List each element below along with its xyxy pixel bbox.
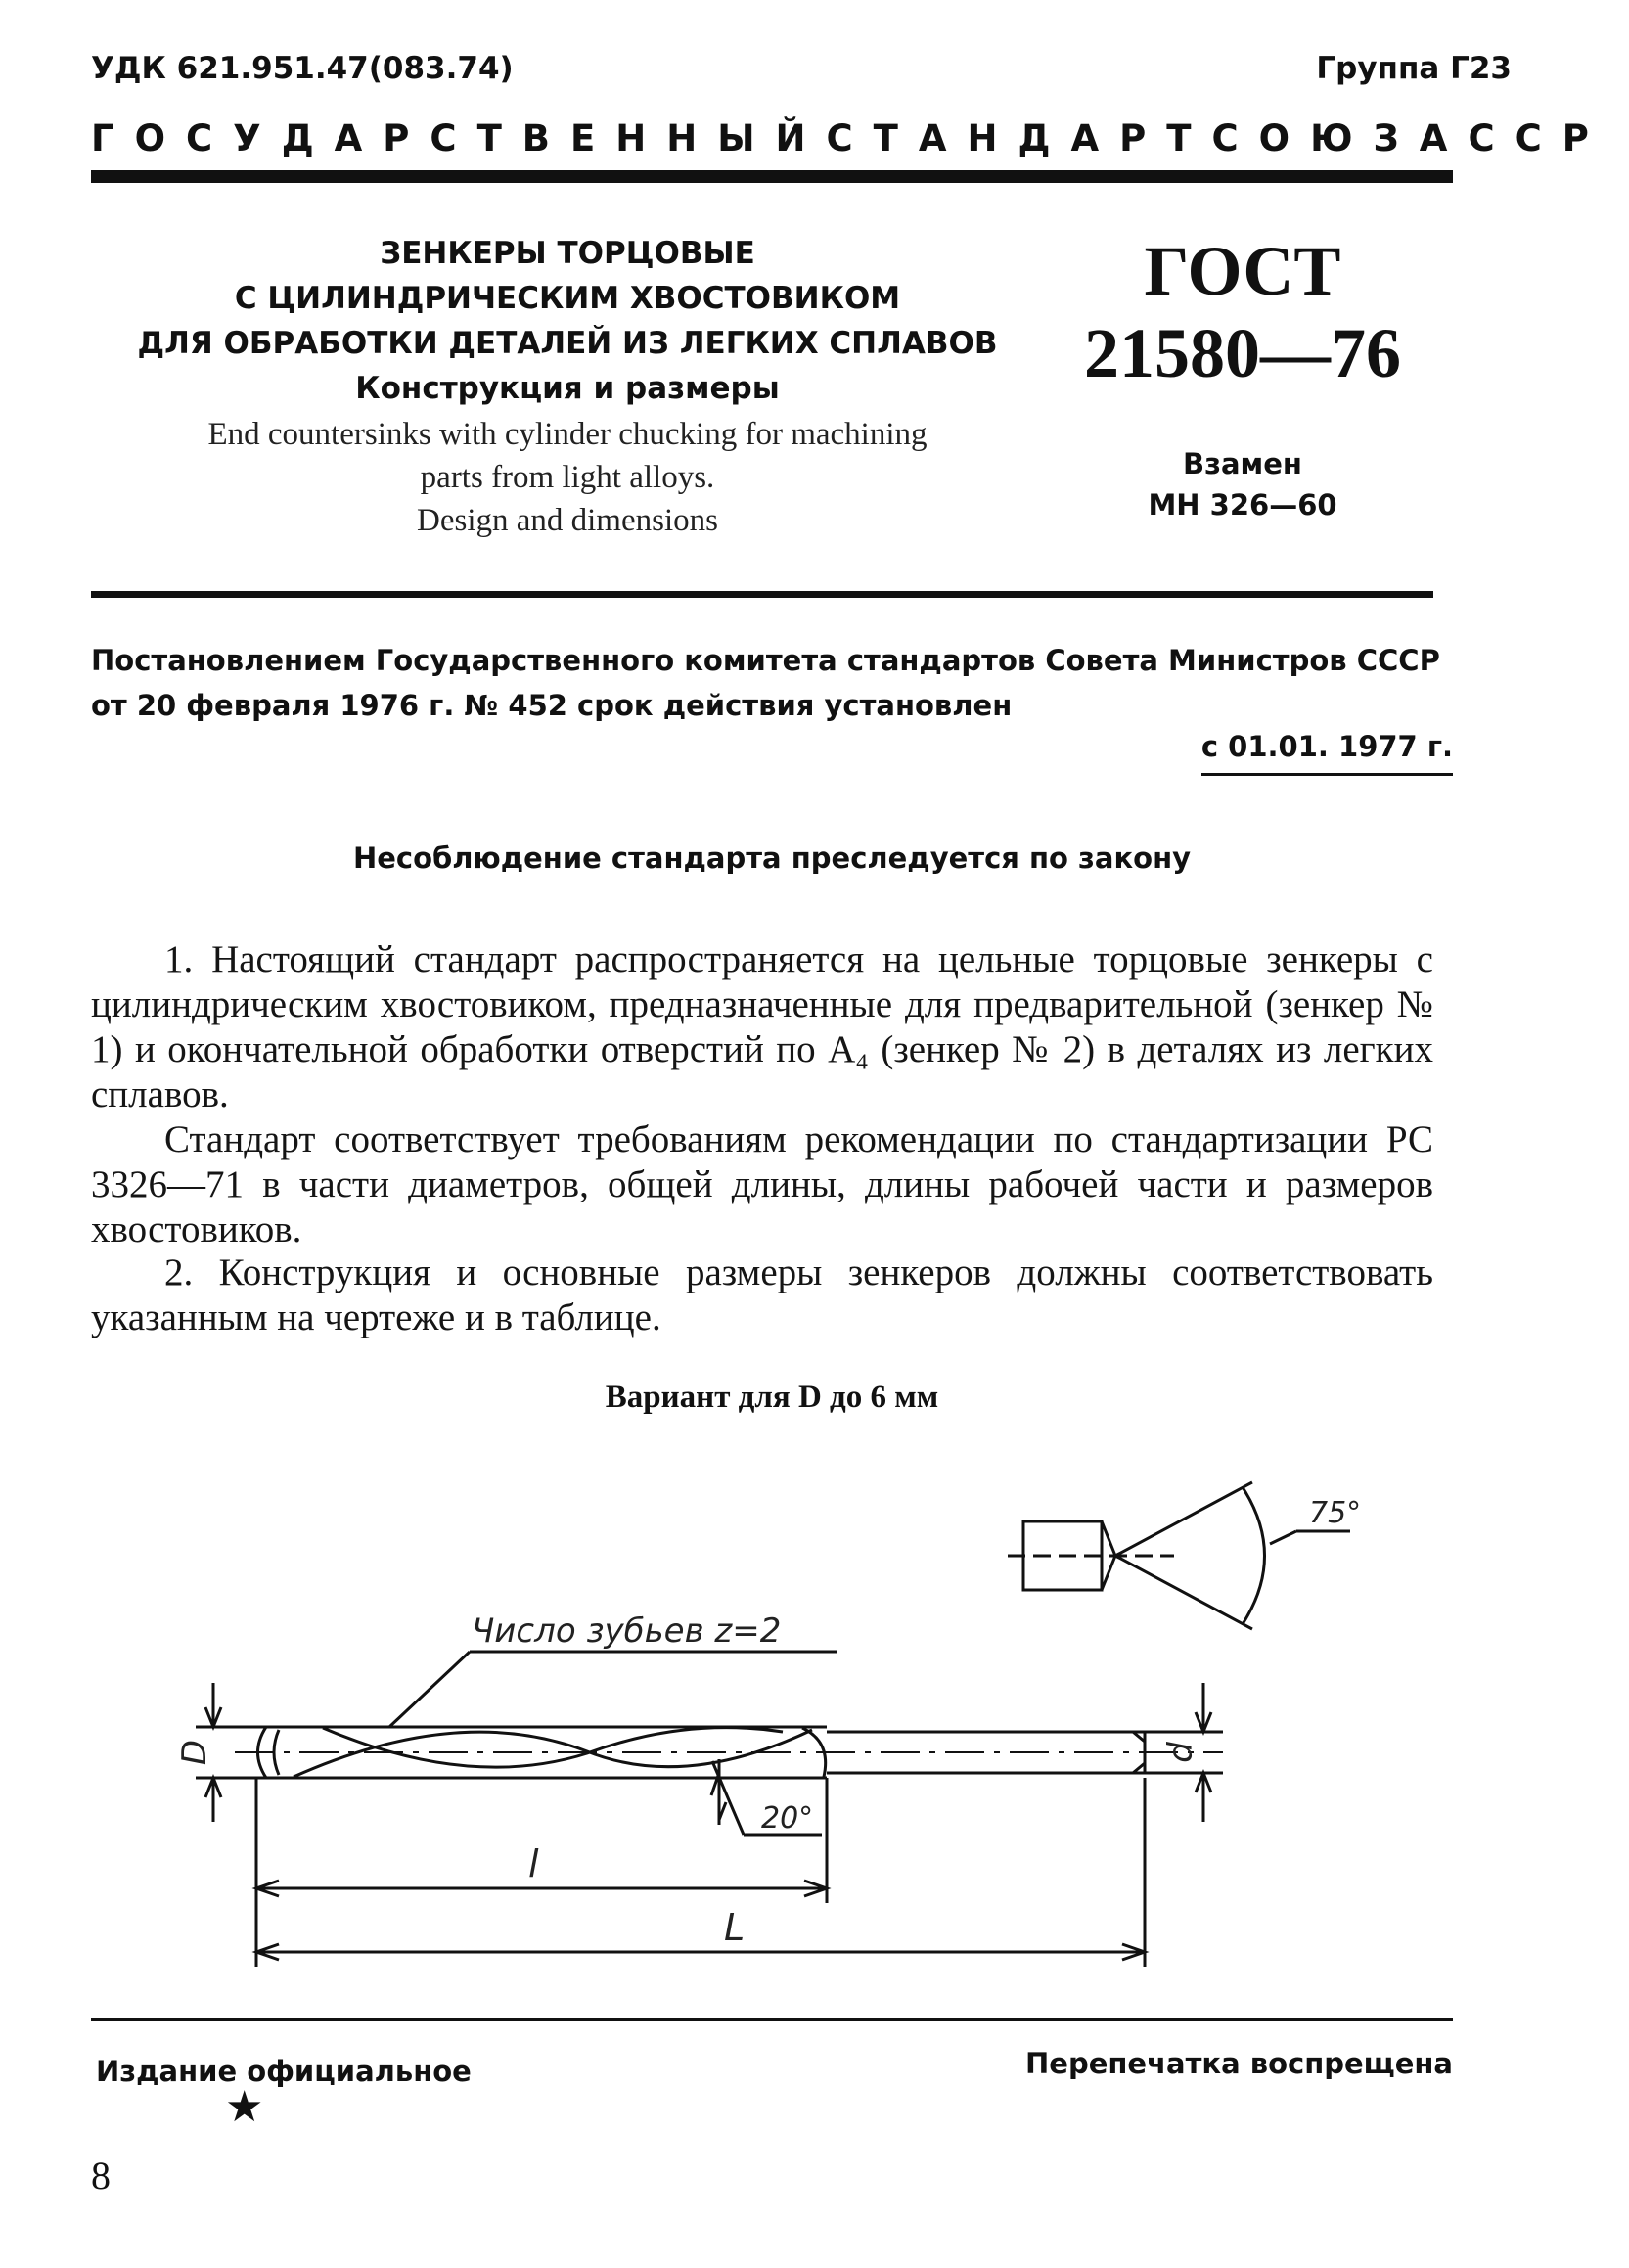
decree-text: Постановлением Государственного комитета стандартов Совета Министров СССР от 20 февраля 1976 г. № 452 срок действия установлен bbox=[91, 644, 1440, 722]
teeth-count-label: Число зубьев z=2 bbox=[472, 1611, 782, 1651]
tip-angle-label: 75° bbox=[1309, 1496, 1362, 1530]
diameter-D-label: D bbox=[175, 1739, 214, 1766]
end-view bbox=[1008, 1482, 1350, 1629]
bottom-rule bbox=[91, 2018, 1453, 2021]
diameter-d-label: d bbox=[1161, 1742, 1200, 1763]
replaces-label: Взамен bbox=[1183, 447, 1302, 480]
title-line: Design and dimensions bbox=[417, 503, 718, 538]
paragraph-text: Стандарт соответствует требованиям рекомендации по стандартизации РС 3326—71 в части диаметров, общей длины, длины рабочей части и размеров хвостовиков. bbox=[91, 1118, 1433, 1250]
title-line: ДЛЯ ОБРАБОТКИ ДЕТАЛЕЙ ИЗ ЛЕГКИХ СПЛАВОВ bbox=[137, 326, 998, 361]
heading-word: ССР bbox=[1468, 117, 1609, 159]
page-number: 8 bbox=[91, 2154, 111, 2198]
title-line: End countersinks with cylinder chucking for machining bbox=[207, 417, 928, 452]
paragraph-text: 2. Конструкция и основные размеры зенкеров должны соответствовать указанным на чертеже и в таблице. bbox=[91, 1251, 1433, 1338]
official-edition: Издание официальное bbox=[96, 2055, 472, 2088]
gost-number: 21580—76 bbox=[1084, 314, 1401, 392]
tip-angle-leader bbox=[1270, 1531, 1296, 1544]
teeth-leader-line bbox=[389, 1652, 470, 1727]
tool-tip-edge bbox=[274, 1730, 279, 1775]
heading-word: СТАНДАРТ bbox=[826, 117, 1212, 159]
tip-angle-arc bbox=[1243, 1487, 1265, 1624]
length-l-label: l bbox=[528, 1842, 539, 1885]
star-icon: ★ bbox=[225, 2082, 264, 2132]
helix-angle-ref bbox=[712, 1761, 744, 1835]
paragraph-text: 1. Настоящий стандарт распространяется на цельные торцовые зенкеры с цилиндрическим хвостовиком, предназначенные для предварительной (зенкер № 1) и окончательной обработки отверстий по A₄ (зенкер № 2) в деталях из легких сплавов. bbox=[91, 938, 1433, 1115]
subtitle-line: Конструкция и размеры bbox=[355, 371, 780, 406]
length-L-dimension bbox=[256, 1778, 1145, 1967]
helix-angle-label: 20° bbox=[761, 1801, 814, 1836]
reprint-prohibited: Перепечатка воспрещена bbox=[1025, 2047, 1453, 2080]
tool-body bbox=[235, 1727, 1223, 1778]
title-line: parts from light alloys. bbox=[420, 460, 715, 495]
heading-word: СОЮЗА bbox=[1211, 117, 1469, 159]
legal-notice: Несоблюдение стандарта преследуется по закону bbox=[352, 841, 1192, 875]
udk-code: УДК 621.951.47(083.74) bbox=[91, 51, 514, 86]
title-line: С ЦИЛИНДРИЧЕСКИМ ХВОСТОВИКОМ bbox=[234, 281, 901, 316]
effective-date: с 01.01. 1977 г. bbox=[1201, 730, 1453, 776]
title-line: ЗЕНКЕРЫ ТОРЦОВЫЕ bbox=[380, 236, 755, 271]
gost-label: ГОСТ bbox=[1144, 232, 1341, 310]
replaces-value: МН 326—60 bbox=[1148, 488, 1337, 522]
heading-word: ГОСУДАРСТВЕННЫЙ bbox=[91, 117, 827, 159]
length-L-label: L bbox=[724, 1906, 746, 1949]
figure-caption: Вариант для D до 6 мм bbox=[605, 1380, 939, 1415]
group-code: Группа Г23 bbox=[1316, 51, 1512, 86]
teeth-leader bbox=[389, 1652, 837, 1727]
